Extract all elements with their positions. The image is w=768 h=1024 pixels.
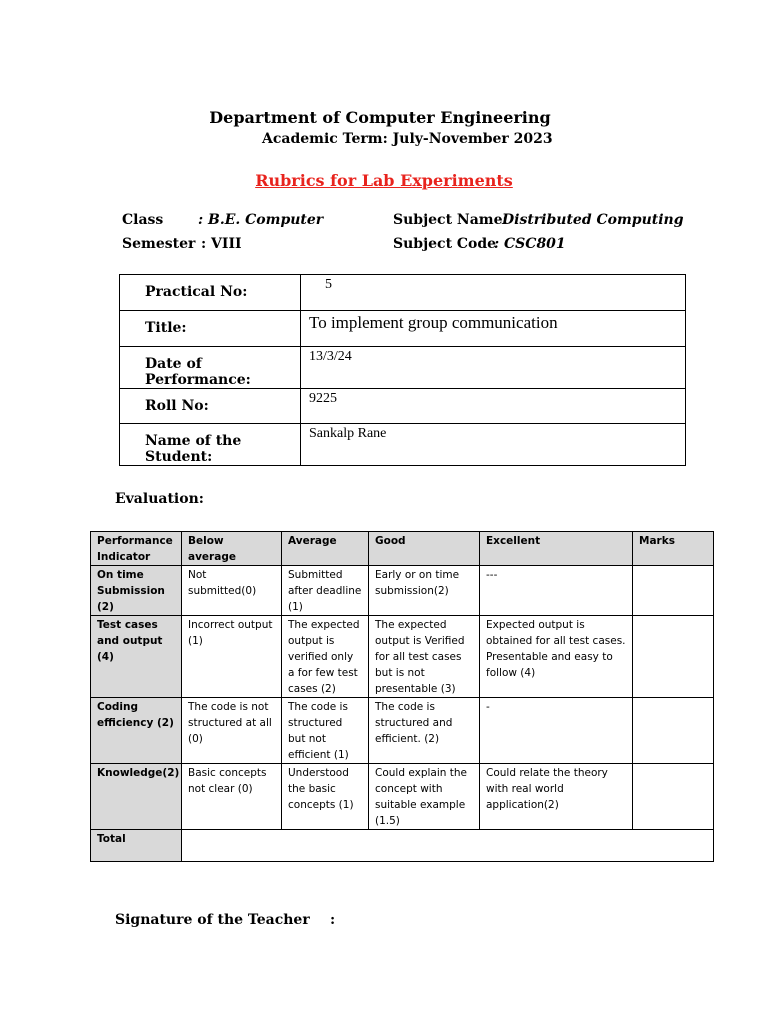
student-info-table	[119, 274, 686, 466]
good-cell: Could explain the concept with suitable example (1.5)	[369, 764, 480, 830]
below-average-cell: Not submitted(0)	[182, 566, 282, 616]
marks-cell[interactable]	[633, 566, 714, 616]
subject-code-label: Subject Code	[393, 236, 497, 252]
rubrics-title: Rubrics for Lab Experiments	[255, 171, 513, 190]
marks-cell[interactable]	[633, 764, 714, 830]
semester-label: Semester	[122, 236, 196, 252]
academic-term: Academic Term: July-November 2023	[262, 131, 553, 147]
average-cell: The code is structured but not efficient (1)	[282, 698, 369, 764]
header-indicator: Performance Indicator	[91, 532, 182, 566]
average-cell: The expected output is verified only a for few test cases (2)	[282, 616, 369, 698]
excellent-cell: Expected output is obtained for all test cases. Presentable and easy to follow (4)	[480, 616, 633, 698]
below-average-cell: The code is not structured at all (0)	[182, 698, 282, 764]
excellent-cell: ---	[480, 566, 633, 616]
good-cell: Early or on time submission(2)	[369, 566, 480, 616]
average-cell: Understood the basic concepts (1)	[282, 764, 369, 830]
indicator-cell: Knowledge(2)	[91, 764, 182, 830]
good-cell: The expected output is Verified for all test cases but is not presentable (3)	[369, 616, 480, 698]
header-marks: Marks	[633, 532, 714, 566]
below-average-cell: Basic concepts not clear (0)	[182, 764, 282, 830]
roll-no-label: Roll No:	[120, 389, 301, 424]
subject-code-value: : CSC801	[494, 236, 566, 252]
student-name-label: Name of the Student:	[120, 424, 301, 466]
title-label: Title:	[120, 311, 301, 347]
student-name-value: Sankalp Rane	[301, 424, 686, 466]
marks-cell[interactable]	[633, 698, 714, 764]
header-below-average: Below average	[182, 532, 282, 566]
excellent-cell: -	[480, 698, 633, 764]
title-value: To implement group communication	[301, 311, 686, 347]
total-value-cell[interactable]	[182, 830, 714, 862]
practical-no-value: 5	[301, 275, 686, 311]
total-row	[91, 830, 714, 862]
table-row	[91, 616, 714, 698]
indicator-cell: Coding efficiency (2)	[91, 698, 182, 764]
date-value: 13/3/24	[301, 347, 686, 389]
indicator-cell: Test cases and output (4)	[91, 616, 182, 698]
department-title: Department of Computer Engineering	[209, 108, 551, 127]
evaluation-label: Evaluation:	[115, 491, 204, 507]
practical-no-label: Practical No:	[120, 275, 301, 311]
class-label: Class	[122, 212, 164, 228]
signature-label: Signature of the Teacher	[115, 912, 310, 928]
semester-value: : VIII	[201, 236, 242, 252]
table-row	[91, 566, 714, 616]
header-good: Good	[369, 532, 480, 566]
indicator-cell: On time Submission (2)	[91, 566, 182, 616]
roll-no-value: 9225	[301, 389, 686, 424]
table-row	[91, 764, 714, 830]
subject-name-value: Distributed Computing	[502, 212, 684, 228]
below-average-cell: Incorrect output (1)	[182, 616, 282, 698]
marks-cell[interactable]	[633, 616, 714, 698]
table-row	[91, 698, 714, 764]
header-excellent: Excellent	[480, 532, 633, 566]
signature-colon: :	[330, 912, 336, 928]
excellent-cell: Could relate the theory with real world application(2)	[480, 764, 633, 830]
date-label: Date of Performance:	[120, 347, 301, 389]
header-average: Average	[282, 532, 369, 566]
subject-name-label: Subject Name:	[393, 212, 508, 228]
rubric-table	[90, 531, 714, 862]
average-cell: Submitted after deadline (1)	[282, 566, 369, 616]
good-cell: The code is structured and efficient. (2)	[369, 698, 480, 764]
total-label: Total	[91, 830, 182, 862]
class-value: : B.E. Computer	[198, 212, 324, 228]
